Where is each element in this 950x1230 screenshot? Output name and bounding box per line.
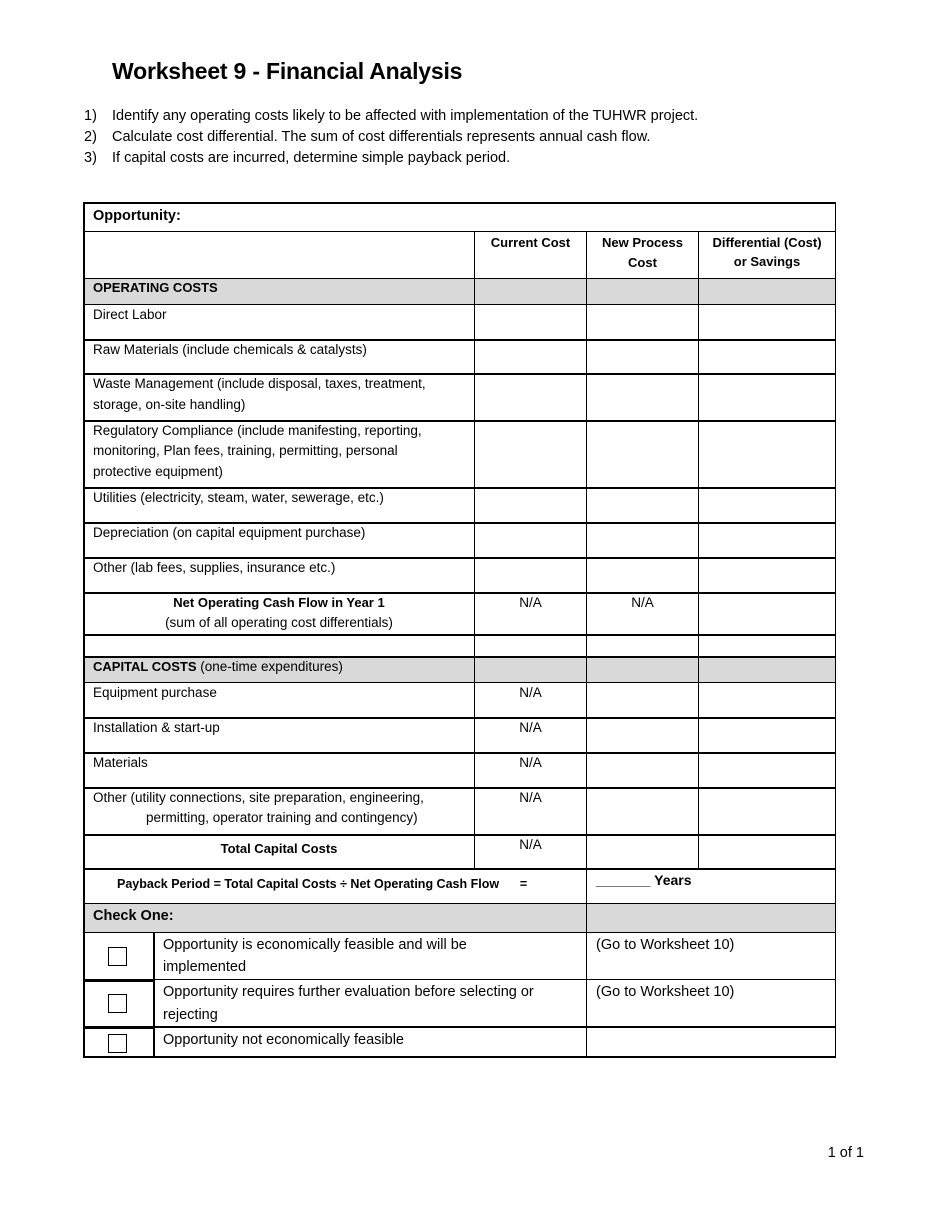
row-label-other-capital: permitting, operator training and contingency)	[146, 810, 418, 825]
row-label-regulatory-compliance: protective equipment)	[93, 464, 223, 479]
row-label-other-operating: Other (lab fees, supplies, insurance etc.)	[93, 560, 336, 575]
option-further-evaluation-label: Opportunity requires further evaluation before selecting or	[163, 984, 534, 1000]
operating-costs-header: OPERATING COSTS	[93, 280, 218, 295]
table-rule	[83, 979, 836, 980]
instruction-number: 1)	[84, 108, 97, 124]
instruction-number: 3)	[84, 150, 97, 166]
option-feasible-note: (Go to Worksheet 10)	[596, 937, 735, 953]
row-label-regulatory-compliance: monitoring, Plan fees, training, permitting, personal	[93, 443, 398, 458]
payback-years-unit: Years	[654, 872, 692, 888]
checkbox-cell-rule	[83, 980, 154, 982]
table-rule	[83, 834, 836, 836]
checkbox-column-divider	[153, 932, 155, 1058]
option-not-feasible-checkbox[interactable]	[108, 1034, 127, 1053]
net-operating-cash-flow-sublabel: (sum of all operating cost differentials)	[165, 615, 393, 630]
instruction-text: Identify any operating costs likely to be affected with implementation of the TUHWR project.	[112, 108, 699, 124]
row-label-installation: Installation & start-up	[93, 720, 220, 735]
capital-costs-header-note: (one-time expenditures)	[196, 659, 343, 674]
materials-current-value: N/A	[519, 755, 542, 770]
total-capital-current-value: N/A	[519, 837, 542, 852]
check-header-shade	[84, 904, 835, 932]
instruction-text: Calculate cost differential. The sum of cost differentials represents annual cash flow.	[112, 129, 651, 145]
option-feasible-checkbox[interactable]	[108, 947, 127, 966]
row-label-depreciation: Depreciation (on capital equipment purchase)	[93, 525, 366, 540]
opportunity-label: Opportunity:	[93, 208, 181, 224]
column-header-differential: or Savings	[733, 254, 801, 269]
table-rule	[83, 932, 836, 933]
option-feasible-label: implemented	[163, 959, 247, 975]
equipment-current-value: N/A	[519, 685, 542, 700]
payback-years-blank[interactable]: _______	[596, 872, 651, 888]
net-new-process-value: N/A	[631, 595, 654, 610]
table-rule	[83, 634, 836, 636]
net-current-cost-value: N/A	[519, 595, 542, 610]
option-feasible-label: Opportunity is economically feasible and will be	[163, 937, 467, 953]
table-rule	[83, 868, 836, 870]
row-label-raw-materials: Raw Materials (include chemicals & catalysts)	[93, 342, 367, 357]
table-rule	[83, 231, 836, 232]
capital-costs-header-bold: CAPITAL COSTS	[93, 659, 197, 674]
payback-period-formula: Payback Period = Total Capital Costs ÷ Net Operating Cash Flow =	[117, 877, 528, 891]
table-border-right	[835, 202, 836, 1058]
option-further-evaluation-note: (Go to Worksheet 10)	[596, 984, 735, 1000]
row-label-other-capital: Other (utility connections, site preparation, engineering,	[93, 790, 424, 805]
instruction-text: If capital costs are incurred, determine simple payback period.	[112, 150, 511, 166]
table-rule	[83, 304, 836, 305]
row-label-regulatory-compliance: Regulatory Compliance (include manifesting, reporting,	[93, 423, 422, 438]
page-number: 1 of 1	[827, 1145, 864, 1161]
check-one-header: Check One:	[93, 908, 174, 924]
page-title: Worksheet 9 - Financial Analysis	[112, 58, 463, 84]
checkbox-cell-rule	[83, 1027, 154, 1029]
other-capital-current-value: N/A	[519, 790, 542, 805]
option-further-evaluation-checkbox[interactable]	[108, 994, 127, 1013]
column-divider	[586, 231, 587, 1057]
column-header-new-process-cost: New Process	[602, 235, 683, 250]
row-label-waste-management: storage, on-site handling)	[93, 397, 246, 412]
total-capital-costs-label: Total Capital Costs	[220, 841, 338, 856]
row-label-waste-management: Waste Management (include disposal, taxes, treatment,	[93, 376, 426, 391]
option-not-feasible-label: Opportunity not economically feasible	[163, 1032, 404, 1048]
table-rule	[83, 752, 836, 754]
checkbox-cell-rule	[83, 1056, 154, 1058]
column-divider	[698, 231, 699, 869]
instruction-number: 2)	[84, 129, 97, 145]
net-operating-cash-flow-label: Net Operating Cash Flow in Year 1	[173, 595, 385, 610]
row-label-materials: Materials	[93, 755, 148, 770]
payback-years-field[interactable]	[596, 870, 692, 891]
column-header-differential: Differential (Cost)	[712, 235, 822, 250]
installation-current-value: N/A	[519, 720, 542, 735]
table-rule	[83, 202, 836, 204]
table-rule	[83, 903, 836, 904]
option-further-evaluation-label: rejecting	[163, 1007, 218, 1023]
row-label-direct-labor: Direct Labor	[93, 307, 167, 322]
row-label-equipment-purchase: Equipment purchase	[93, 685, 217, 700]
column-header-current-cost: Current Cost	[490, 235, 571, 250]
capital-costs-header	[93, 657, 343, 678]
row-label-utilities: Utilities (electricity, steam, water, sewerage, etc.)	[93, 490, 384, 505]
table-rule	[83, 1056, 836, 1058]
column-header-new-process-cost: Cost	[628, 255, 657, 270]
